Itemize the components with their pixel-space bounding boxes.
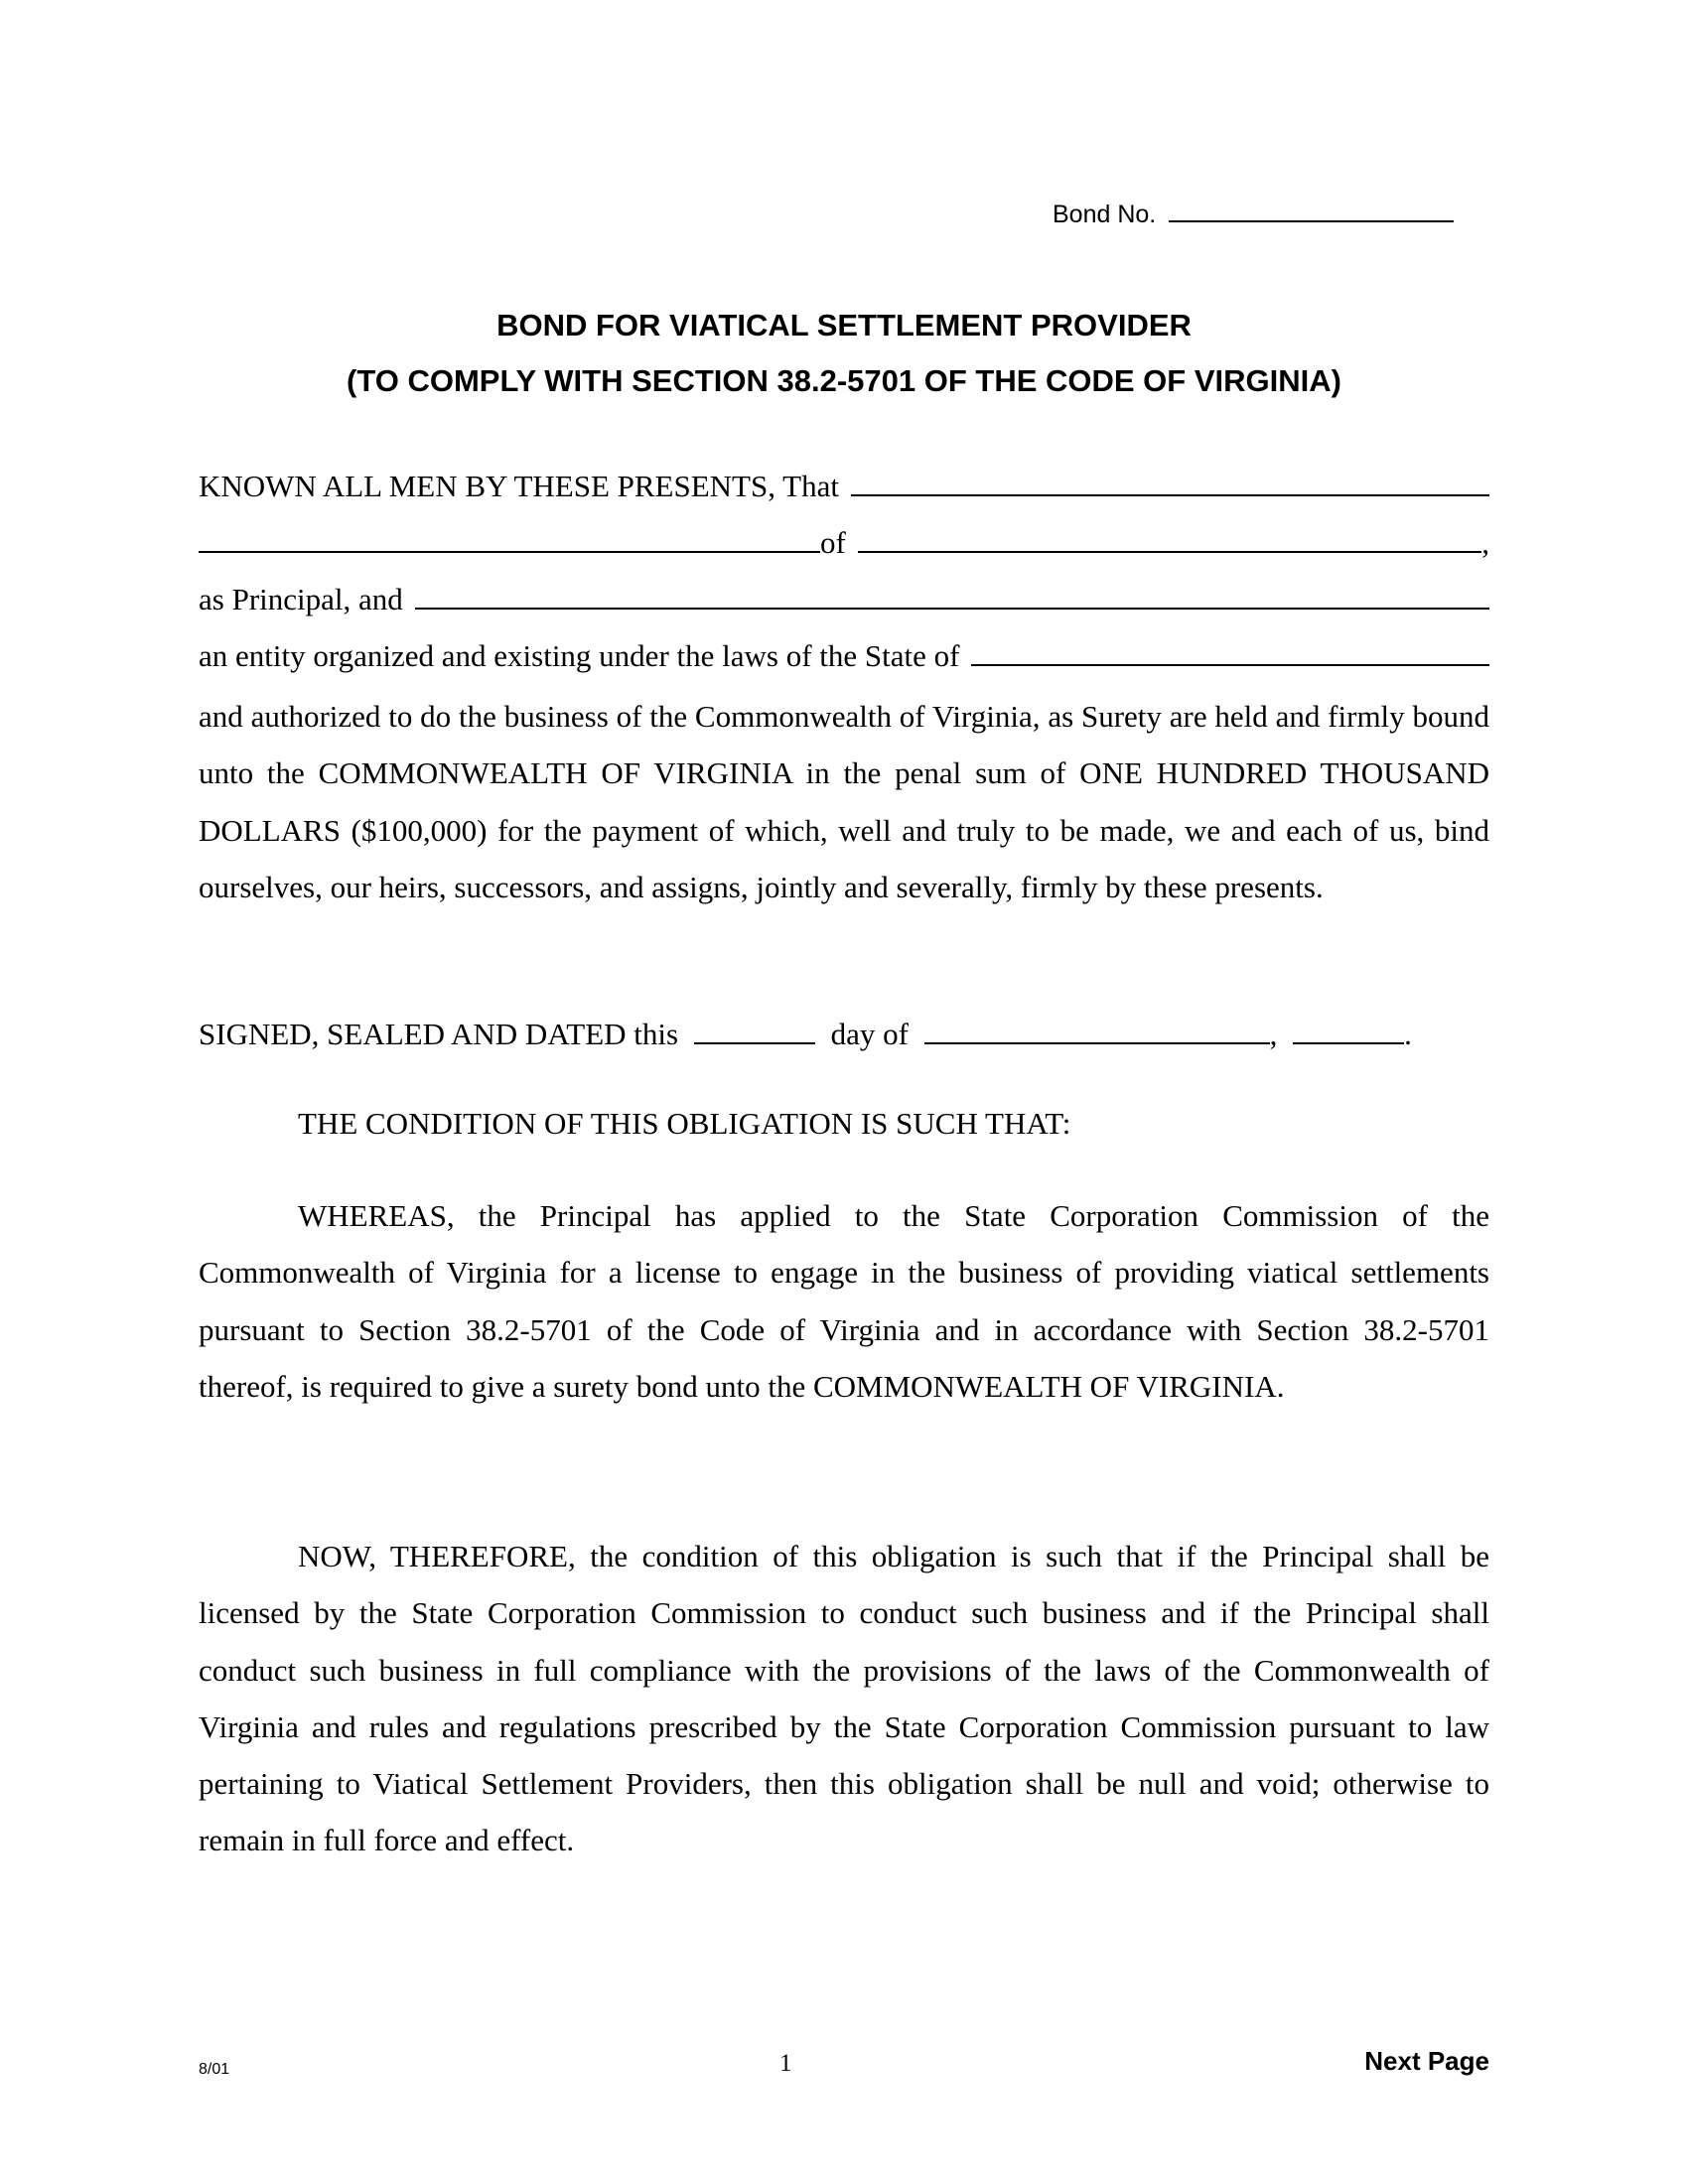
principal-name-continued-field[interactable] [199, 527, 820, 553]
bond-number-label: Bond No. [1053, 201, 1157, 228]
signed-date-row [199, 1015, 1489, 1054]
of-label: of [820, 525, 846, 560]
comma-text: , [1481, 525, 1489, 560]
signed-month-field[interactable] [924, 1019, 1270, 1044]
principal-name-row [199, 467, 1489, 506]
surety-name-row [199, 580, 1489, 619]
title-line-1: BOND FOR VIATICAL SETTLEMENT PROVIDER [496, 308, 1192, 342]
page-number: 1 [779, 2050, 792, 2077]
whereas-paragraph: WHEREAS, the Principal has applied to the State Corporation Commission of the Commonwealth of Virginia for a license to engage in the business of providing viatical settlements pursuant to Section 38.2-5701 of the Code of Virginia and in accordance with Section 38.2-5701 thereof, is required to give a surety bond unto the COMMONWEALTH OF VIRGINIA. [199, 1198, 1489, 1404]
next-page-link[interactable]: Next Page [1364, 2046, 1489, 2076]
date-period: . [1404, 1017, 1412, 1051]
bond-number-row [1053, 197, 1454, 231]
day-of-label: day of [830, 1017, 909, 1051]
principal-location-field[interactable] [858, 527, 1481, 553]
date-comma: , [1269, 1017, 1278, 1051]
signed-sealed-label: SIGNED, SEALED AND DATED this [199, 1017, 679, 1051]
document-title [199, 306, 1489, 345]
surety-state-field[interactable] [971, 640, 1489, 666]
principal-name-field[interactable] [851, 471, 1489, 496]
known-all-men-label: KNOWN ALL MEN BY THESE PRESENTS, That [199, 469, 839, 503]
document-subtitle [199, 361, 1489, 401]
signed-year-field[interactable] [1293, 1019, 1404, 1044]
title-line-2: (TO COMPLY WITH SECTION 38.2-5701 OF THE CODE OF VIRGINIA) [347, 363, 1341, 398]
signed-day-field[interactable] [694, 1019, 815, 1044]
revision-date: 8/01 [199, 2061, 230, 2078]
entity-state-label: an entity organized and existing under the laws of the State of [199, 638, 960, 673]
surety-name-field[interactable] [415, 584, 1489, 610]
bond-number-field[interactable] [1169, 197, 1454, 222]
as-principal-label: as Principal, and [199, 582, 403, 616]
condition-heading: THE CONDITION OF THIS OBLIGATION IS SUCH THAT: [298, 1106, 1071, 1141]
principal-address-row [199, 523, 1489, 563]
now-therefore-paragraph: NOW, THEREFORE, the condition of this obligation is such that if the Principal shall be licensed by the State Corporation Commission to conduct such business and if the Principal shall conduct such business in full compliance with the provisions of the laws of the Commonwealth of Virginia and rules and regulations prescribed by the State Corporation Commission pursuant to law pertaining to Viatical Settlement Providers, then this obligation shall be null and void; otherwise to remain in full force and effect. [199, 1539, 1489, 1858]
surety-paragraph: and authorized to do the business of the Commonwealth of Virginia, as Surety are held and firmly bound unto the COMMONWEALTH OF VIRGINIA in the penal sum of ONE HUNDRED THOUSAND DOLLARS ($100,000) for the payment of which, well and truly to be made, we and each of us, bind ourselves, our heirs, successors, and assigns, jointly and severally, firmly by these presents. [199, 699, 1489, 904]
surety-state-row [199, 636, 1489, 676]
